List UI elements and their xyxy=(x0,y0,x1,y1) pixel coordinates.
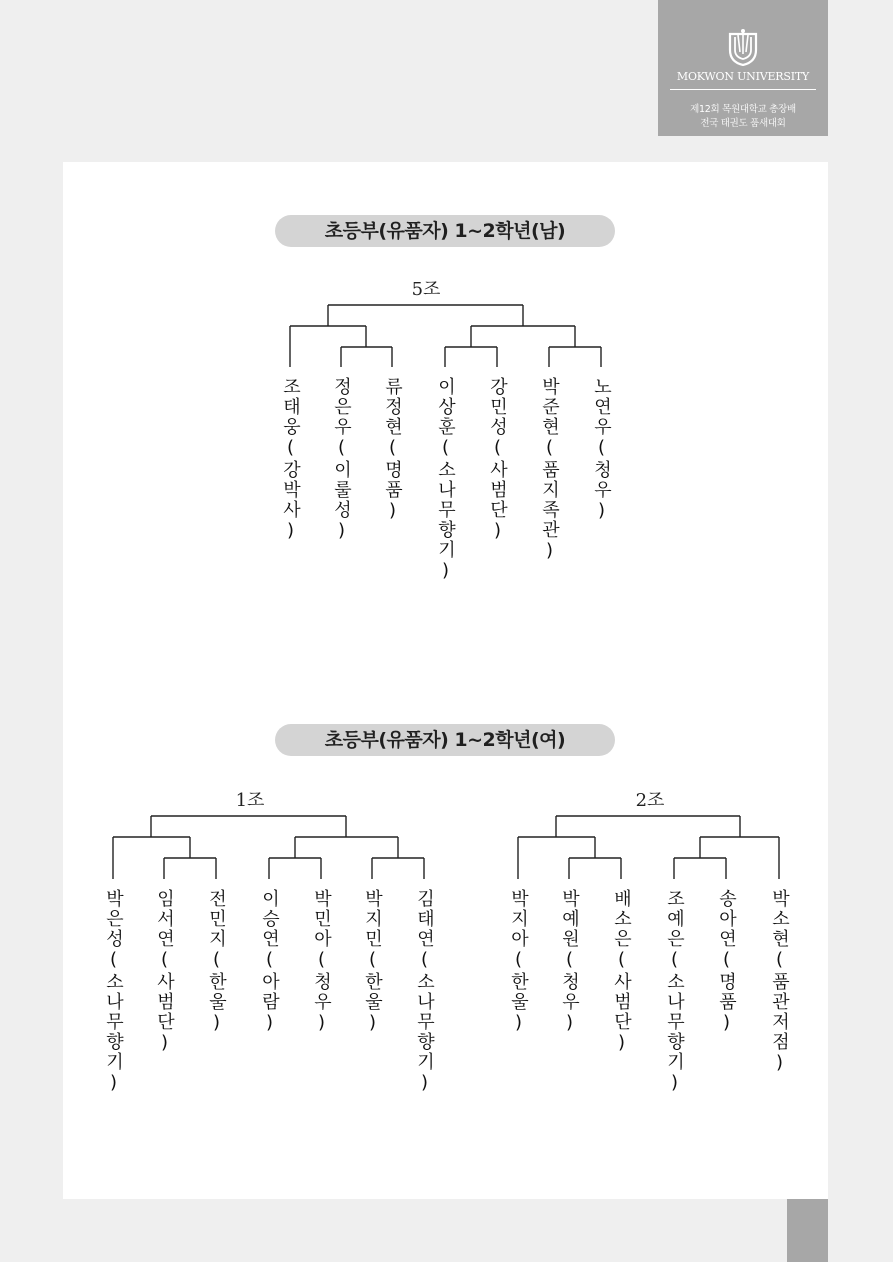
entry-5-2: 정은우(이룰성) xyxy=(331,377,352,543)
university-name: MOKWON UNIVERSITY xyxy=(676,70,810,83)
entry-2-6: 박소현(품관저점) xyxy=(769,889,790,1075)
entry-1-2: 임서연(사범단) xyxy=(154,889,175,1055)
group-label-2: 2조 xyxy=(635,790,665,811)
event-title-line-2: 전국 태권도 품새대회 xyxy=(700,118,786,129)
bracket-group-2 xyxy=(518,816,779,879)
mokwon-emblem-icon xyxy=(727,28,759,66)
event-header xyxy=(658,0,828,136)
entry-5-3: 류정현(명품) xyxy=(382,377,403,523)
tournament-brackets xyxy=(63,162,828,1199)
entry-1-7: 김태연(소나무향기) xyxy=(414,889,435,1095)
event-title-line-1: 제12회 목원대학교 총장배 xyxy=(690,104,796,115)
content-panel xyxy=(63,162,828,1199)
entry-1-6: 박지민(한울) xyxy=(362,889,383,1035)
entry-2-5: 송아연(명품) xyxy=(716,889,737,1035)
section-title-boys: 초등부(유품자) 1~2학년(남) xyxy=(275,215,615,247)
entry-5-1: 조태웅(강박사) xyxy=(280,377,301,543)
entry-5-6: 박준현(품지족관) xyxy=(539,377,560,563)
page-corner-tab xyxy=(787,1199,828,1262)
entry-1-4: 이승연(아람) xyxy=(259,889,280,1035)
entry-5-5: 강민성(사범단) xyxy=(487,377,508,543)
entry-1-5: 박민아(청우) xyxy=(311,889,332,1035)
entry-2-2: 박예원(청우) xyxy=(559,889,580,1035)
entry-2-3: 배소은(사범단) xyxy=(611,889,632,1055)
entry-1-1: 박은성(소나무향기) xyxy=(103,889,124,1095)
section-title-girls: 초등부(유품자) 1~2학년(여) xyxy=(275,724,615,756)
header-divider xyxy=(670,89,816,90)
bracket-group-1 xyxy=(113,816,424,879)
entry-2-1: 박지아(한울) xyxy=(508,889,529,1035)
entry-5-7: 노연우(청우) xyxy=(591,377,612,523)
group-label-5: 5조 xyxy=(411,279,441,300)
entry-1-3: 전민지(한울) xyxy=(206,889,227,1035)
entry-2-4: 조예은(소나무향기) xyxy=(664,889,685,1095)
group-label-1: 1조 xyxy=(235,790,265,811)
entry-5-4: 이상훈(소나무향기) xyxy=(435,377,456,583)
bracket-group-5 xyxy=(290,305,601,367)
